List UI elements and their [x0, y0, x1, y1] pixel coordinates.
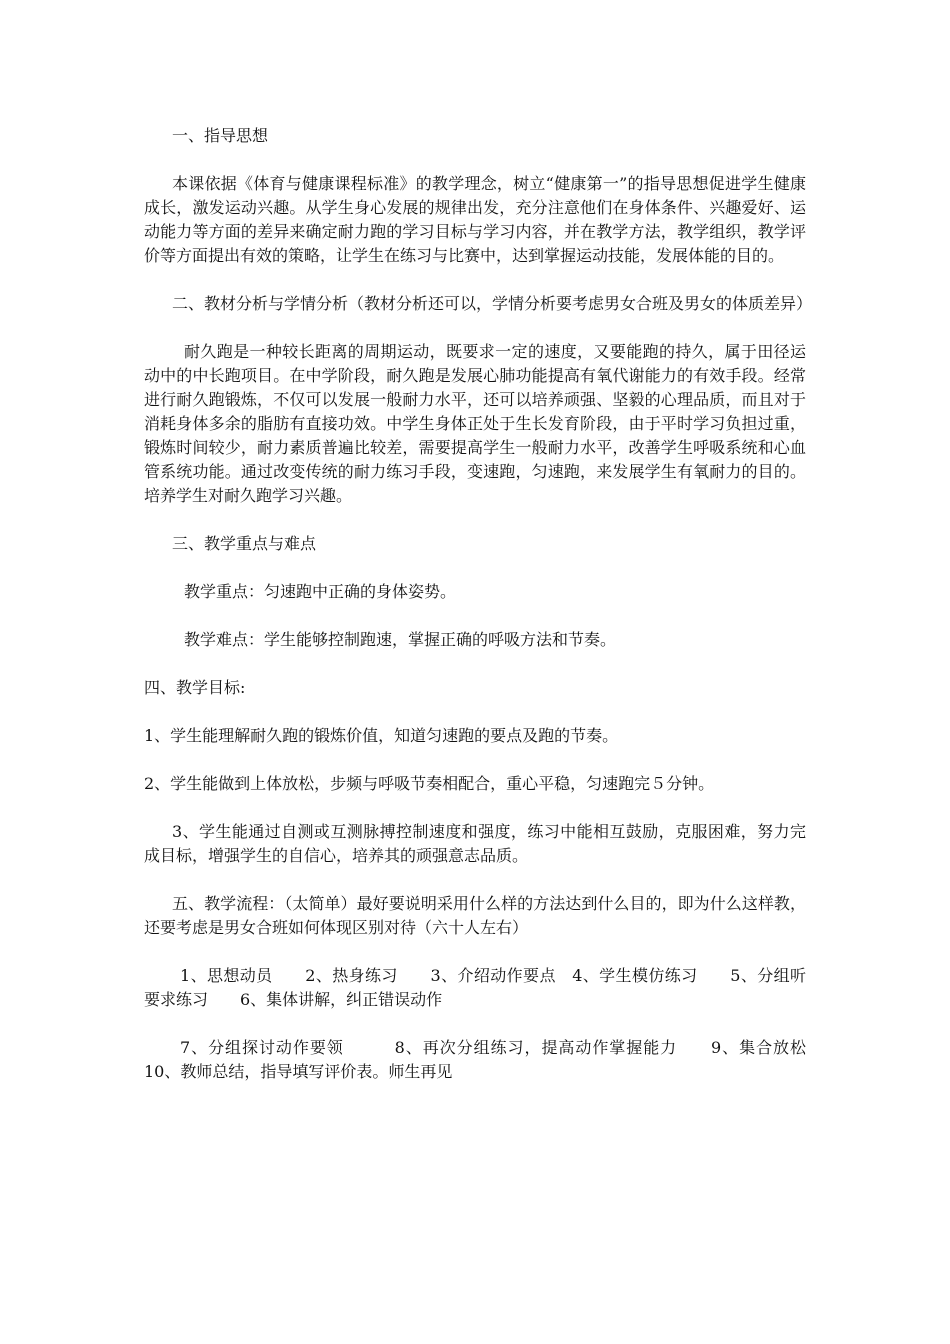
objective-item-3: 3、学生能通过自测或互测脉搏控制速度和强度，练习中能相互鼓励，克服困难，努力完成目标，增强学生的自信心，培养其的顽强意志品质。 [144, 822, 806, 865]
analysis-paragraph: 耐久跑是一种较长距离的周期运动，既要求一定的速度，又要能跑的持久，属于田径运动中的中长跑项目。在中学阶段，耐久跑是发展心肺功能提高有氧代谢能力的有效手段。经常进行耐久跑锻炼，不仅可以发展一般耐力水平，还可以培养顽强、坚毅的心理品质，而且对于消耗身体多余的脂肪有直接功效。中学生身体正处于生长发育阶段，由于平时学习负担过重，锻炼时间较少，耐力素质普遍比较差，需要提高学生一般耐力水平，改善学生呼吸系统和心血管系统功能。通过改变传统的耐力练习手段，变速跑，匀速跑，来发展学生有氧耐力的目的。培养学生对耐久跑学习兴趣。 [144, 342, 806, 505]
section-heading-analysis: 二、教材分析与学情分析（教材分析还可以，学情分析要考虑男女合班及男女的体质差异） [172, 294, 813, 313]
objective-item-1: 1、学生能理解耐久跑的锻炼价值，知道匀速跑的要点及跑的节奏。 [144, 726, 619, 745]
document-page [144, 124, 839, 1084]
section-heading-key-points: 三、教学重点与难点 [172, 534, 317, 553]
teaching-difficulty: 教学难点：学生能够控制跑速，掌握正确的呼吸方法和节奏。 [184, 630, 617, 649]
section-heading-objectives: 四、教学目标: [144, 678, 246, 697]
section-heading-guiding-ideology: 一、指导思想 [172, 126, 269, 145]
objective-item-2: 2、学生能做到上体放松，步频与呼吸节奏相配合，重心平稳，匀速跑完５分钟。 [144, 774, 715, 793]
teaching-key-point: 教学重点：匀速跑中正确的身体姿势。 [184, 582, 457, 601]
section-heading-process: 五、教学流程：（太简单）最好要说明采用什么样的方法达到什么目的，即为什么这样教，还要考虑是男女合班如何体现区别对待（六十人左右） [144, 894, 806, 937]
process-steps-2: 7、分组探讨动作要领 8、再次分组练习，提高动作掌握能力 9、集合放松 10、教师总结，指导填写评价表。师生再见 [144, 1038, 839, 1081]
process-steps-1: 1、思想动员 2、热身练习 3、介绍动作要点 4、学生模仿练习 5、分组听要求练习 6、集体讲解，纠正错误动作 [144, 966, 806, 1009]
guiding-ideology-paragraph: 本课依据《体育与健康课程标准》的教学理念，树立“健康第一”的指导思想促进学生健康成长，激发运动兴趣。从学生身心发展的规律出发，充分注意他们在身体条件、兴趣爱好、运动能力等方面的差异来确定耐力跑的学习目标与学习内容，并在教学方法，教学组织，教学评价等方面提出有效的策略，让学生在练习与比赛中，达到掌握运动技能，发展体能的目的。 [144, 174, 806, 265]
